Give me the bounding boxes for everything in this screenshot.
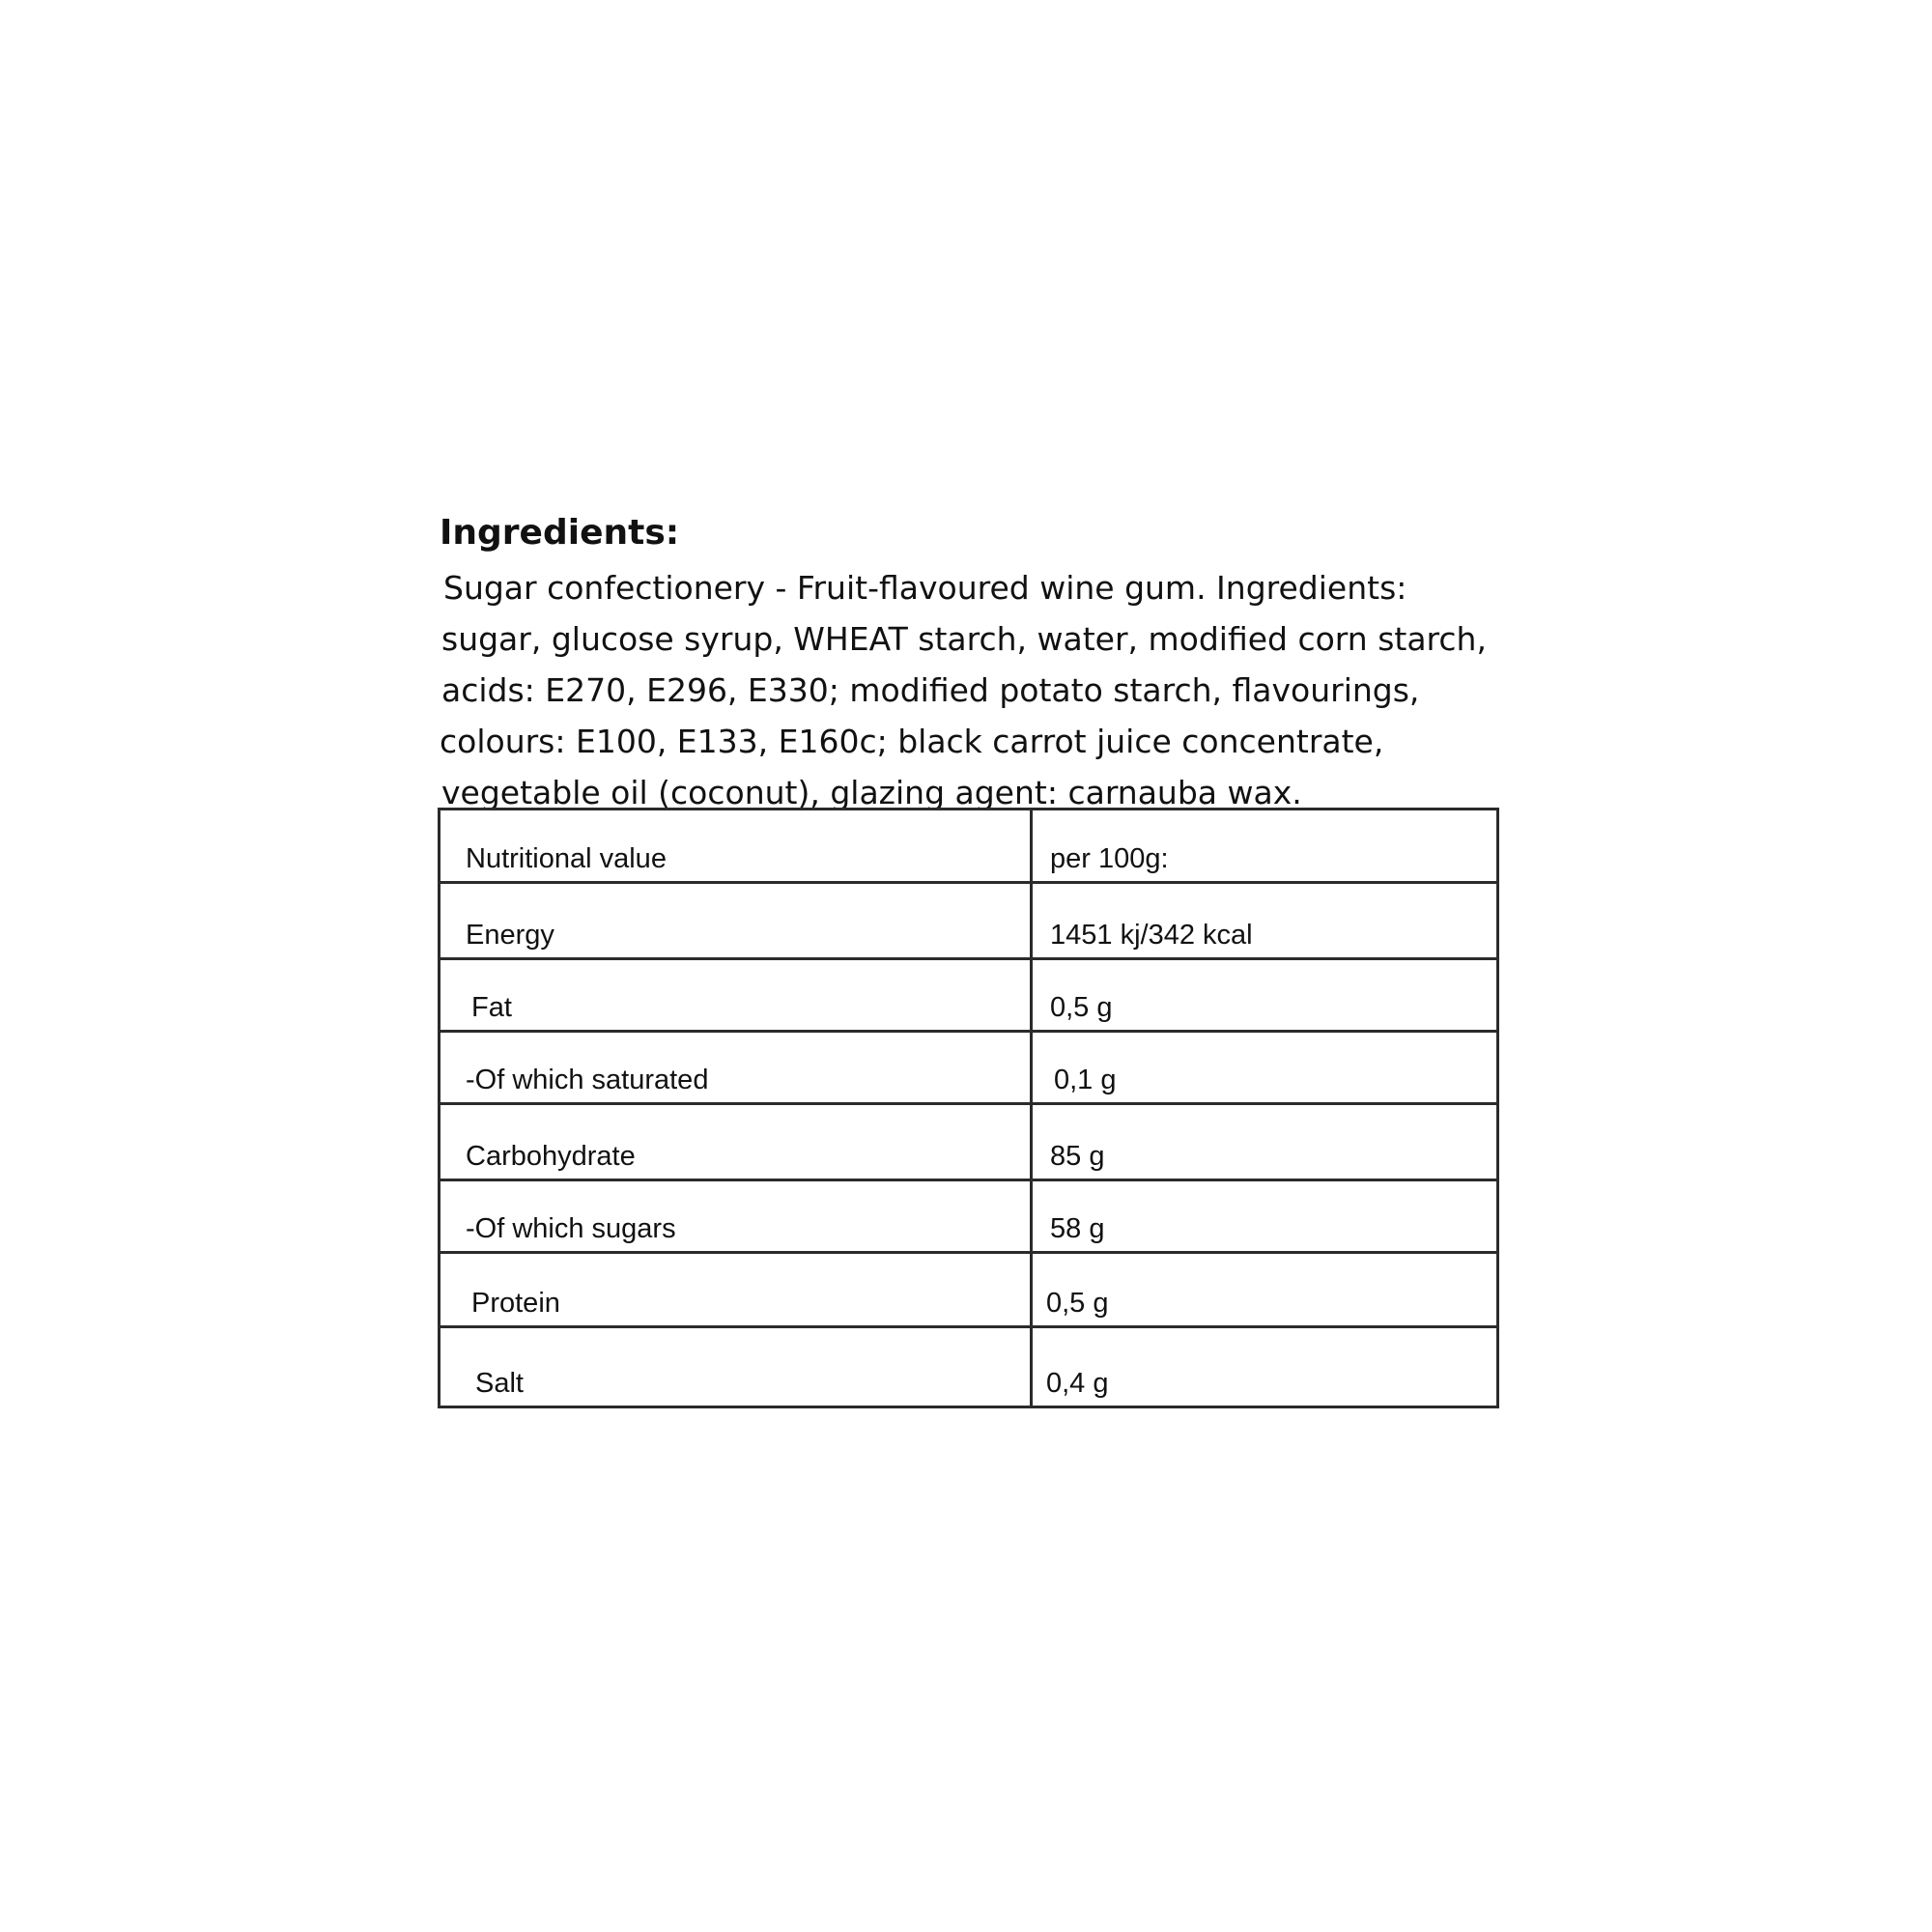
nutrition-table <box>438 808 1499 1408</box>
row-value-protein: 0,5 g <box>1032 1253 1498 1327</box>
row-label-protein: Protein <box>440 1253 1032 1327</box>
table-row <box>440 1180 1498 1253</box>
row-label-sugars: -Of which sugars <box>440 1180 1032 1253</box>
row-label-salt: Salt <box>440 1327 1032 1407</box>
row-label-energy: Energy <box>440 883 1032 959</box>
header-label-cell: Nutritional value <box>440 810 1032 883</box>
row-value-energy: 1451 kj/342 kcal <box>1032 883 1498 959</box>
row-value-sugars: 58 g <box>1032 1180 1498 1253</box>
ingredients-line-4: colours: E100, E133, E160c; black carrot juice concentrate, <box>440 723 1384 760</box>
ingredients-line-2: sugar, glucose syrup, WHEAT starch, water, modified corn starch, <box>441 620 1487 658</box>
table-row <box>440 883 1498 959</box>
ingredients-section <box>440 504 1521 818</box>
ingredients-line-3: acids: E270, E296, E330; modified potato starch, flavourings, <box>441 671 1420 709</box>
table-row <box>440 1327 1498 1407</box>
table-row <box>440 1104 1498 1180</box>
table-header-row <box>440 810 1498 883</box>
row-value-carbohydrate: 85 g <box>1032 1104 1498 1180</box>
ingredients-line-1: Sugar confectionery - Fruit-flavoured wine gum. Ingredients: <box>443 569 1407 607</box>
ingredients-line-5: vegetable oil (coconut), glazing agent: carnauba wax. <box>441 774 1302 811</box>
row-value-saturated: 0,1 g <box>1032 1032 1498 1104</box>
row-label-saturated: -Of which saturated <box>440 1032 1032 1104</box>
ingredients-title: Ingredients: <box>440 513 680 553</box>
row-label-carbohydrate: Carbohydrate <box>440 1104 1032 1180</box>
header-value-cell: per 100g: <box>1032 810 1498 883</box>
row-value-fat: 0,5 g <box>1032 959 1498 1032</box>
row-label-fat: Fat <box>440 959 1032 1032</box>
table-row <box>440 959 1498 1032</box>
table-row <box>440 1253 1498 1327</box>
row-value-salt: 0,4 g <box>1032 1327 1498 1407</box>
table-row <box>440 1032 1498 1104</box>
